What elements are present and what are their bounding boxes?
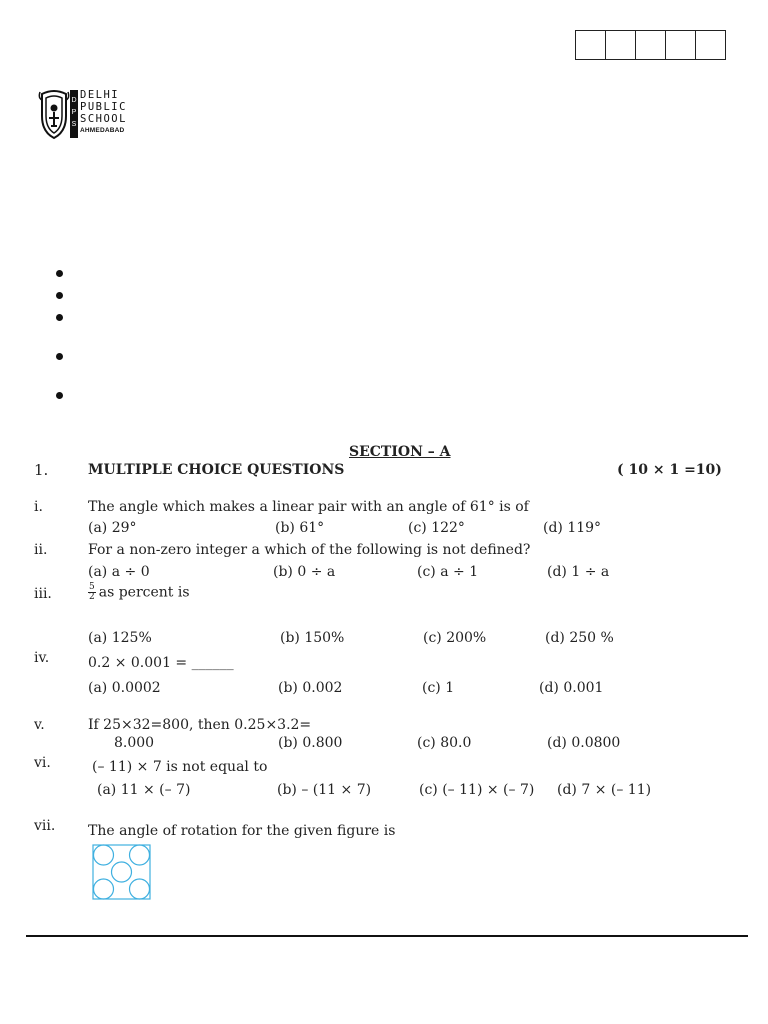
option-d: (d) 7 × (– 11) (557, 782, 652, 798)
question-number: iv. (34, 650, 50, 666)
option-b: (b) – (11 × 7) (277, 782, 372, 798)
option-d: (d) 119° (543, 520, 602, 536)
figure-circle (130, 879, 150, 899)
rotation-figure (92, 844, 152, 900)
figure-circle (94, 845, 114, 865)
figure-square (93, 845, 150, 899)
question-text: If 25×32=800, then 0.25×3.2= (88, 717, 312, 733)
instruction-bullet (56, 270, 63, 277)
option-a: (a) 11 × (– 7) (97, 782, 191, 798)
figure-circle (130, 845, 150, 865)
svg-text:D: D (71, 97, 77, 104)
instruction-bullet (56, 292, 63, 299)
section-heading: MULTIPLE CHOICE QUESTIONS (88, 462, 345, 478)
section-marks: ( 10 × 1 =10) (617, 462, 722, 478)
option-d: (d) 0.001 (539, 680, 604, 696)
option-a: (a) 29° (88, 520, 137, 536)
option-a: (a) 125% (88, 630, 152, 646)
option-a: (a) a ÷ 0 (88, 564, 150, 580)
option-d: (d) 250 % (545, 630, 614, 646)
roll-box (605, 30, 636, 60)
roll-number-boxes (575, 30, 726, 60)
question-text: $\frac{5}{2}$ as percent is (89, 582, 190, 602)
figure-circle (94, 879, 114, 899)
option-d: (d) 1 ÷ a (547, 564, 610, 580)
question-text: For a non-zero integer a which of the following is not defined? (88, 542, 531, 558)
figure-circle (112, 862, 132, 882)
question-text: 0.2 × 0.001 = ______ (88, 655, 234, 671)
question-number: vii. (34, 818, 56, 834)
school-name: DELHI PUBLIC SCHOOL AHMEDABAD (80, 89, 127, 134)
svg-text:S: S (71, 121, 77, 128)
question-number: vi. (34, 755, 51, 771)
fraction: $\frac{5}{2}$ (89, 582, 95, 602)
option-b: (b) 0.800 (278, 735, 343, 751)
question-number: iii. (34, 586, 52, 602)
roll-box (575, 30, 606, 60)
option-a: (a) 0.0002 (88, 680, 161, 696)
option-c: (c) 200% (423, 630, 487, 646)
svg-text:P: P (71, 109, 77, 116)
question-text: The angle of rotation for the given figure is (88, 823, 396, 839)
option-c: (c) 122° (408, 520, 465, 536)
option-d: (d) 0.0800 (547, 735, 621, 751)
question-number: 1. (34, 461, 49, 479)
question-text: (– 11) × 7 is not equal to (92, 759, 268, 775)
roll-box (695, 30, 726, 60)
option-b: (b) 0.002 (278, 680, 343, 696)
option-b: (b) 61° (275, 520, 325, 536)
option-c: (c) a ÷ 1 (417, 564, 479, 580)
instruction-bullet (56, 392, 63, 399)
question-number: ii. (34, 542, 48, 558)
roll-box (665, 30, 696, 60)
option-c: (c) 1 (422, 680, 455, 696)
instruction-bullet (56, 353, 63, 360)
option-a: 8.000 (114, 735, 155, 751)
option-b: (b) 0 ÷ a (273, 564, 336, 580)
option-c: (c) 80.0 (417, 735, 472, 751)
instruction-bullet (56, 314, 63, 321)
question-text: The angle which makes a linear pair with an angle of 61° is of (88, 499, 529, 515)
option-c: (c) (– 11) × (– 7) (419, 782, 535, 798)
section-title: SECTION – A (349, 444, 451, 460)
question-number: i. (34, 499, 43, 515)
question-number: v. (34, 717, 45, 733)
option-b: (b) 150% (280, 630, 345, 646)
page-divider (26, 935, 748, 937)
roll-box (635, 30, 666, 60)
